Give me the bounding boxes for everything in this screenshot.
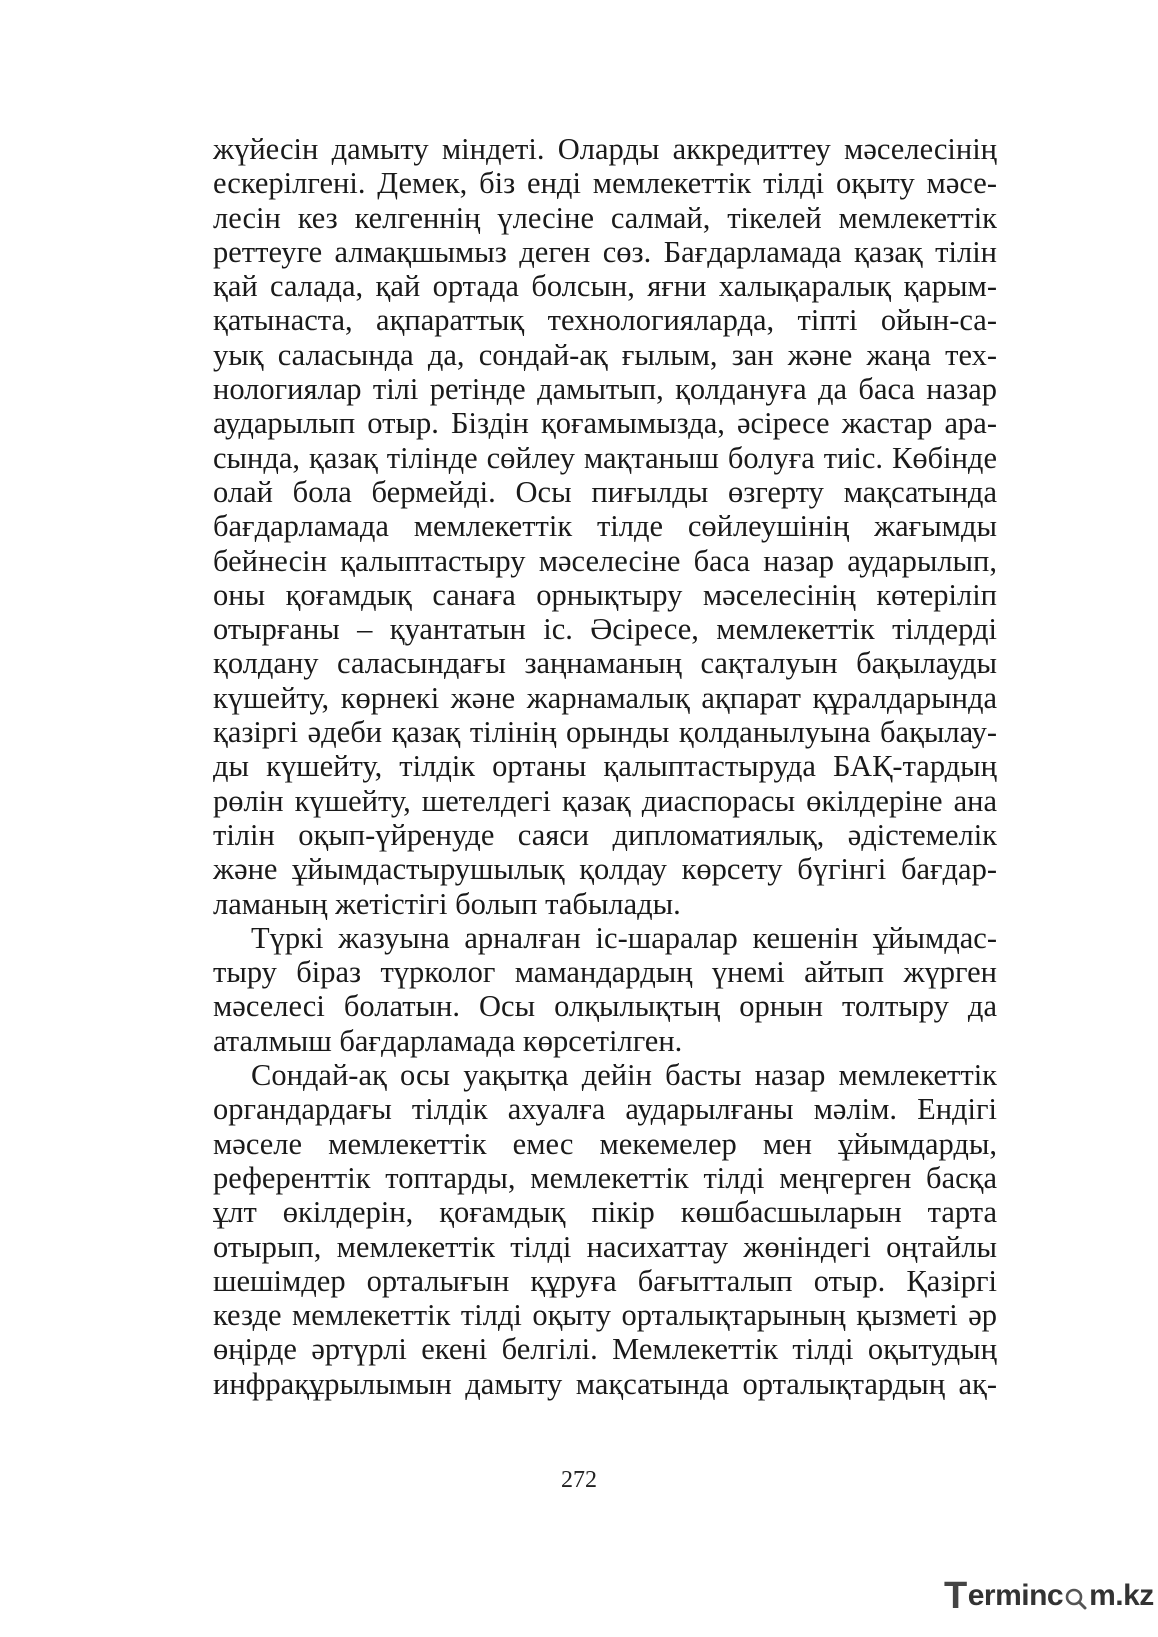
- text-line: ұлт өкілдерін, қоғамдық пікір көшбасшыларын тарта: [213, 1195, 997, 1230]
- watermark-domain-text: m.kz: [1089, 1579, 1154, 1612]
- text-line: инфрақұрылымын дамыту мақсатында орталықтардың ақ-: [213, 1366, 997, 1401]
- watermark-first-letter: T: [944, 1574, 967, 1617]
- text-line: тілін оқып-үйренуде саяси дипломатиялық, әдістемелік: [213, 817, 997, 852]
- magnifier-icon: [1064, 1584, 1088, 1608]
- text-line: отырып, мемлекеттік тілді насихаттау жөніндегі оңтайлы: [213, 1229, 997, 1264]
- text-line: жүйесін дамыту міндеті. Оларды аккредиттеу мәселесінің: [213, 132, 997, 166]
- text-line: реттеуге алмақшымыз деген сөз. Бағдарламада қазақ тілін: [213, 234, 997, 269]
- text-line: аталмыш бағдарламада көрсетілген.: [213, 1023, 683, 1058]
- text-line: референттік топтарды, мемлекеттік тілді меңгерген басқа: [213, 1160, 997, 1195]
- text-line: тыру біраз түрколог мамандардың үнемі айтып жүрген: [213, 955, 997, 990]
- text-line: Сондай-ақ осы уақытқа дейін басты назар мемлекеттік: [251, 1058, 997, 1093]
- text-line: бағдарламада мемлекеттік тілде сөйлеушінің жағымды: [213, 509, 997, 544]
- page-number: 272: [561, 1467, 597, 1493]
- text-line: уық саласында да, сондай-ақ ғылым, зан және жаңа тех-: [213, 337, 997, 372]
- text-line: ды күшейту, тілдік ортаны қалыптастыруда БАҚ-тардың: [213, 749, 997, 784]
- text-line: сында, қазақ тілінде сөйлеу мақтаныш болуға тиіс. Көбінде: [213, 440, 997, 475]
- text-line: шешімдер орталығын құруға бағытталып отыр. Қазіргі: [213, 1263, 997, 1298]
- text-line: бейнесін қалыптастыру мәселесіне баса назар аударылып,: [213, 543, 997, 578]
- text-line: лесін кез келгеннің үлесіне салмай, тікелей мемлекеттік: [213, 200, 997, 235]
- text-line: отырғаны – қуантатын іс. Әсіресе, мемлекеттік тілдерді: [213, 612, 997, 647]
- body-text: [213, 132, 997, 1401]
- text-line: олай бола бермейді. Осы пиғылды өзгерту мақсатында: [213, 474, 997, 509]
- text-line: аударылып отыр. Біздін қоғамымызда, әсіресе жастар ара-: [213, 406, 997, 441]
- text-line: нологиялар тілі ретінде дамытып, қолдануға да баса назар: [213, 372, 997, 407]
- text-line: Түркі жазуына арналған іс-шаралар кешенін ұйымдас-: [251, 920, 997, 955]
- text-line: қазіргі әдеби қазақ тілінің орынды қолданылуына бақылау-: [213, 715, 997, 750]
- text-line: кезде мемлекеттік тілді оқыту орталықтарының қызметі әр: [213, 1298, 997, 1333]
- termincom-watermark-logo: [944, 1576, 1154, 1616]
- text-line: мәселесі болатын. Осы олқылықтың орнын толтыру да: [213, 989, 997, 1024]
- text-line: күшейту, көрнекі және жарнамалық ақпарат құралдарында: [213, 680, 997, 715]
- text-line: ламаның жетістігі болып табылады.: [213, 886, 681, 921]
- text-line: мәселе мемлекеттік емес мекемелер мен ұйымдарды,: [213, 1126, 997, 1161]
- text-line: ескерілгені. Демек, біз енді мемлекеттік тілді оқыту мәсе-: [213, 166, 997, 201]
- text-line: қолдану саласындағы заңнаманың сақталуын бақылауды: [213, 646, 997, 681]
- text-line: және ұйымдастырушылық қолдау көрсету бүгінгі бағдар-: [213, 852, 997, 887]
- watermark-middle-text: erminc: [967, 1579, 1064, 1612]
- text-line: қай салада, қай ортада болсын, яғни халықаралық қарым-: [213, 269, 997, 304]
- text-line: қатынаста, ақпараттық технологияларда, тіпті ойын-са-: [213, 303, 997, 338]
- text-line: оны қоғамдық санаға орнықтыру мәселесінің көтеріліп: [213, 577, 997, 612]
- text-line: рөлін күшейту, шетелдегі қазақ диаспорасы өкілдеріне ана: [213, 783, 997, 818]
- text-line: органдардағы тілдік ахуалға аударылғаны мәлім. Ендігі: [213, 1092, 997, 1127]
- text-line: өңірде әртүрлі екені белгілі. Мемлекеттік тілді оқытудың: [213, 1332, 997, 1367]
